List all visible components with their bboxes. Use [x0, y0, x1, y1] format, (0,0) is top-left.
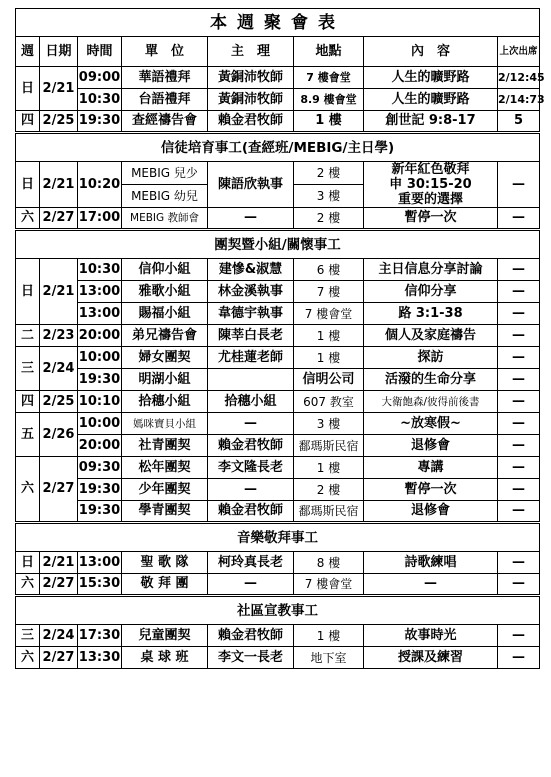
community-time: 13:30	[78, 647, 122, 669]
header-date: 日期	[40, 37, 78, 67]
fellowship-place: 1 樓	[294, 347, 364, 369]
worship-leader: 黃銅沛牧師	[208, 67, 294, 89]
worship-attendance: 5	[498, 111, 540, 133]
community-week: 六	[16, 647, 40, 669]
training-content-line: 新年紅色敬拜	[391, 162, 470, 177]
training-attendance: —	[498, 208, 540, 230]
fellowship-attendance: —	[498, 435, 540, 457]
worship-time: 10:30	[78, 89, 122, 111]
fellowship-unit: 社青團契	[122, 435, 208, 457]
fellowship-unit: 拾穗小組	[122, 391, 208, 413]
community-unit: 桌 球 班	[122, 647, 208, 669]
training-date: 2/27	[40, 208, 78, 230]
training-place: 3 樓	[294, 185, 364, 208]
fellowship-place: 6 樓	[294, 259, 364, 281]
worship-content: 創世記 9:8-17	[364, 111, 498, 133]
fellowship-unit: 賜福小組	[122, 303, 208, 325]
fellowship-leader: 賴金君牧師	[208, 501, 294, 523]
worship-time: 19:30	[78, 111, 122, 133]
music-time: 15:30	[78, 574, 122, 596]
fellowship-time: 10:30	[78, 259, 122, 281]
training-leader: 陳語欣執事	[208, 162, 294, 208]
community-date: 2/24	[40, 625, 78, 647]
fellowship-time: 10:10	[78, 391, 122, 413]
fellowship-attendance: —	[498, 391, 540, 413]
section-title-training: 信徒培育事工(查經班/MEBIG/主日學)	[16, 133, 540, 162]
worship-unit: 台語禮拜	[122, 89, 208, 111]
header-week: 週	[16, 37, 40, 67]
music-week: 六	[16, 574, 40, 596]
fellowship-week: 六	[16, 457, 40, 523]
worship-place: 7 樓會堂	[294, 67, 364, 89]
fellowship-attendance: —	[498, 347, 540, 369]
fellowship-week: 四	[16, 391, 40, 413]
fellowship-content: 信仰分享	[364, 281, 498, 303]
header-last-attendance: 上次出席	[498, 37, 540, 67]
training-place: 2 樓	[294, 162, 364, 185]
music-unit: 敬 拜 團	[122, 574, 208, 596]
fellowship-place: 7 樓會堂	[294, 303, 364, 325]
header-time: 時間	[78, 37, 122, 67]
community-place: 1 樓	[294, 625, 364, 647]
fellowship-time: 19:30	[78, 501, 122, 523]
fellowship-unit: 媽咪寶貝小組	[122, 413, 208, 435]
community-time: 17:30	[78, 625, 122, 647]
worship-attendance: 2/12:45	[498, 67, 540, 89]
section-title-music: 音樂敬拜事工	[16, 523, 540, 552]
worship-time: 09:00	[78, 67, 122, 89]
training-content	[364, 162, 498, 208]
fellowship-attendance: —	[498, 457, 540, 479]
fellowship-leader: 陳莘白長老	[208, 325, 294, 347]
schedule-title: 本週聚會表	[16, 9, 540, 37]
music-place: 7 樓會堂	[294, 574, 364, 596]
fellowship-unit: 少年團契	[122, 479, 208, 501]
fellowship-time: 19:30	[78, 479, 122, 501]
fellowship-time: 20:00	[78, 435, 122, 457]
music-time: 13:00	[78, 552, 122, 574]
fellowship-attendance: —	[498, 501, 540, 523]
fellowship-leader: 韋德宇執事	[208, 303, 294, 325]
fellowship-place: 1 樓	[294, 325, 364, 347]
fellowship-content: 退修會	[364, 501, 498, 523]
fellowship-leader: —	[208, 479, 294, 501]
training-content-line: 申 30:15-20	[389, 177, 472, 192]
music-place: 8 樓	[294, 552, 364, 574]
fellowship-content: ~放寒假~	[364, 413, 498, 435]
fellowship-leader	[208, 369, 294, 391]
community-content: 授課及練習	[364, 647, 498, 669]
fellowship-time: 10:00	[78, 413, 122, 435]
fellowship-place: 鄱瑪斯民宿	[294, 501, 364, 523]
fellowship-week: 日	[16, 259, 40, 325]
fellowship-time: 09:30	[78, 457, 122, 479]
community-unit: 兒童團契	[122, 625, 208, 647]
fellowship-unit: 雅歌小組	[122, 281, 208, 303]
fellowship-week: 二	[16, 325, 40, 347]
fellowship-place: 1 樓	[294, 457, 364, 479]
fellowship-unit: 松年團契	[122, 457, 208, 479]
training-week: 日	[16, 162, 40, 208]
music-content: —	[364, 574, 498, 596]
fellowship-content: 個人及家庭禱告	[364, 325, 498, 347]
fellowship-date: 2/27	[40, 457, 78, 523]
music-date: 2/21	[40, 552, 78, 574]
fellowship-time: 10:00	[78, 347, 122, 369]
training-date: 2/21	[40, 162, 78, 208]
worship-place: 8.9 樓會堂	[294, 89, 364, 111]
music-content: 詩歌練唱	[364, 552, 498, 574]
fellowship-place: 607 教室	[294, 391, 364, 413]
fellowship-unit: 學青團契	[122, 501, 208, 523]
training-week: 六	[16, 208, 40, 230]
fellowship-week: 五	[16, 413, 40, 457]
fellowship-unit: 信仰小組	[122, 259, 208, 281]
fellowship-content: 主日信息分享討論	[364, 259, 498, 281]
worship-date: 2/21	[40, 67, 78, 111]
fellowship-leader: 建慘&淑慧	[208, 259, 294, 281]
section-title-fellowship: 團契暨小組/關懷事工	[16, 230, 540, 259]
worship-content: 人生的曠野路	[364, 67, 498, 89]
fellowship-leader: 李文隆長老	[208, 457, 294, 479]
music-leader: 柯玲真長老	[208, 552, 294, 574]
training-time: 17:00	[78, 208, 122, 230]
training-leader: —	[208, 208, 294, 230]
worship-leader: 賴金君牧師	[208, 111, 294, 133]
community-place: 地下室	[294, 647, 364, 669]
fellowship-date: 2/26	[40, 413, 78, 457]
section-title-community: 社區宣教事工	[16, 596, 540, 625]
fellowship-time: 20:00	[78, 325, 122, 347]
fellowship-time: 13:00	[78, 281, 122, 303]
community-date: 2/27	[40, 647, 78, 669]
community-attendance: —	[498, 625, 540, 647]
fellowship-leader: 拾穗小組	[208, 391, 294, 413]
worship-leader: 黃銅沛牧師	[208, 89, 294, 111]
fellowship-place: 2 樓	[294, 479, 364, 501]
fellowship-week: 三	[16, 347, 40, 391]
training-unit: MEBIG 教師會	[122, 208, 208, 230]
fellowship-attendance: —	[498, 259, 540, 281]
worship-attendance: 2/14:73	[498, 89, 540, 111]
fellowship-date: 2/25	[40, 391, 78, 413]
fellowship-leader: 賴金君牧師	[208, 435, 294, 457]
worship-unit: 查經禱告會	[122, 111, 208, 133]
fellowship-unit: 婦女團契	[122, 347, 208, 369]
community-content: 故事時光	[364, 625, 498, 647]
fellowship-leader: 林金溪執事	[208, 281, 294, 303]
worship-content: 人生的曠野路	[364, 89, 498, 111]
training-unit: MEBIG 幼兒	[122, 185, 208, 208]
worship-unit: 華語禮拜	[122, 67, 208, 89]
worship-place: 1 樓	[294, 111, 364, 133]
training-content-line: 重要的選擇	[397, 192, 463, 207]
fellowship-attendance: —	[498, 413, 540, 435]
fellowship-content: 大衛飽森/彼得前後書	[364, 391, 498, 413]
fellowship-time: 19:30	[78, 369, 122, 391]
fellowship-attendance: —	[498, 369, 540, 391]
training-place: 2 樓	[294, 208, 364, 230]
fellowship-leader: 尤桂蓮老師	[208, 347, 294, 369]
fellowship-content: 專講	[364, 457, 498, 479]
fellowship-place: 信明公司	[294, 369, 364, 391]
fellowship-leader: —	[208, 413, 294, 435]
schedule-table	[15, 8, 545, 669]
training-attendance: —	[498, 162, 540, 208]
fellowship-place: 7 樓	[294, 281, 364, 303]
fellowship-date: 2/23	[40, 325, 78, 347]
music-week: 日	[16, 552, 40, 574]
music-leader: —	[208, 574, 294, 596]
worship-date: 2/25	[40, 111, 78, 133]
music-unit: 聖 歌 隊	[122, 552, 208, 574]
worship-week: 四	[16, 111, 40, 133]
music-attendance: —	[498, 574, 540, 596]
fellowship-content: 暫停一次	[364, 479, 498, 501]
music-date: 2/27	[40, 574, 78, 596]
fellowship-date: 2/24	[40, 347, 78, 391]
worship-week: 日	[16, 67, 40, 111]
fellowship-content: 活潑的生命分享	[364, 369, 498, 391]
header-leader: 主 理	[208, 37, 294, 67]
fellowship-attendance: —	[498, 303, 540, 325]
fellowship-attendance: —	[498, 479, 540, 501]
music-attendance: —	[498, 552, 540, 574]
training-time: 10:20	[78, 162, 122, 208]
community-leader: 李文一長老	[208, 647, 294, 669]
fellowship-content: 路 3:1-38	[364, 303, 498, 325]
fellowship-unit: 弟兄禱告會	[122, 325, 208, 347]
fellowship-place: 鄱瑪斯民宿	[294, 435, 364, 457]
header-content: 內 容	[364, 37, 498, 67]
fellowship-content: 探訪	[364, 347, 498, 369]
header-place: 地點	[294, 37, 364, 67]
community-attendance: —	[498, 647, 540, 669]
fellowship-unit: 明湖小組	[122, 369, 208, 391]
fellowship-attendance: —	[498, 325, 540, 347]
training-content: 暫停一次	[364, 208, 498, 230]
fellowship-date: 2/21	[40, 259, 78, 325]
fellowship-attendance: —	[498, 281, 540, 303]
weekly-meeting-schedule	[15, 8, 545, 669]
fellowship-content: 退修會	[364, 435, 498, 457]
fellowship-place: 3 樓	[294, 413, 364, 435]
header-unit: 單 位	[122, 37, 208, 67]
community-leader: 賴金君牧師	[208, 625, 294, 647]
training-unit: MEBIG 兒少	[122, 162, 208, 185]
fellowship-time: 13:00	[78, 303, 122, 325]
community-week: 三	[16, 625, 40, 647]
